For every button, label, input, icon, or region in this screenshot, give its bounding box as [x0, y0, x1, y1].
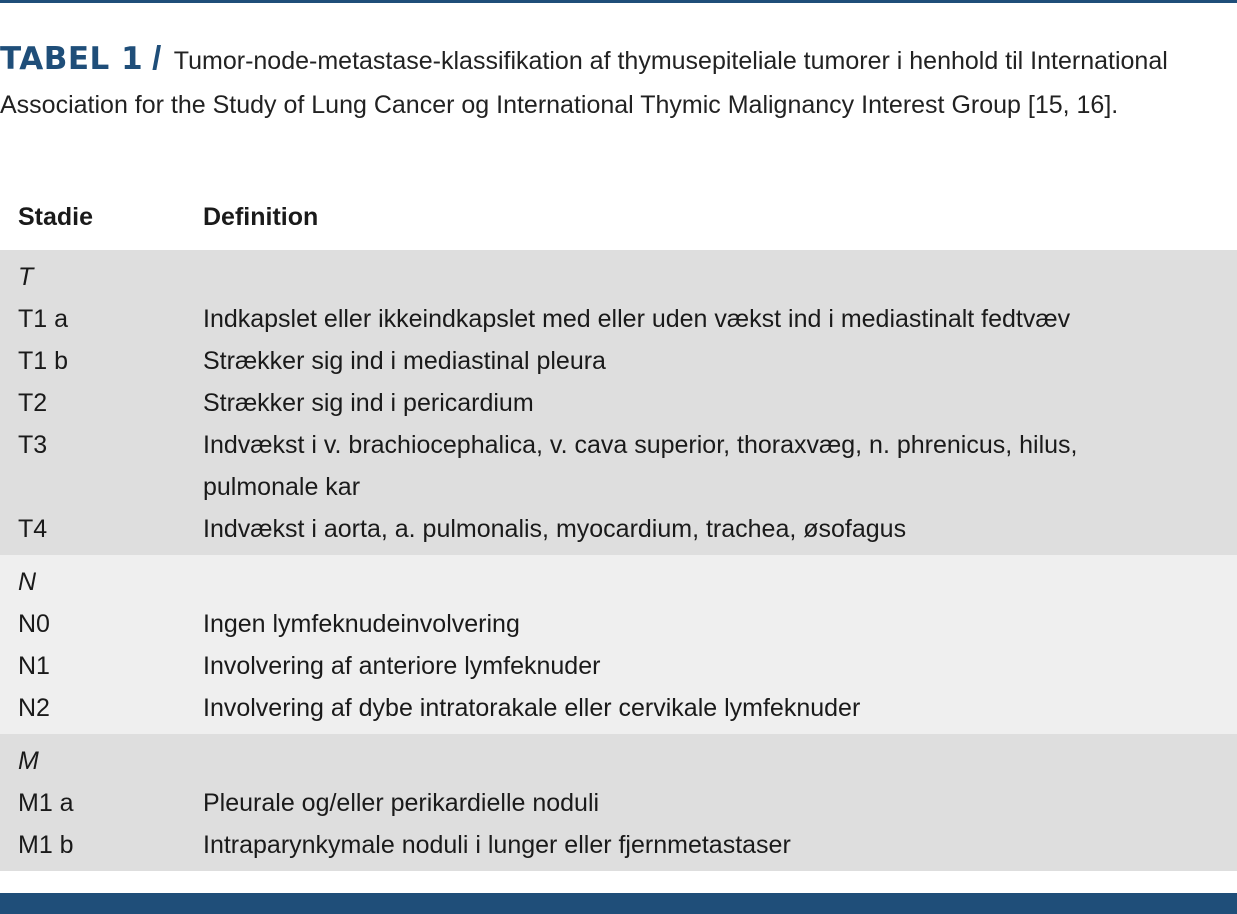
definition-cell: Indkapslet eller ikkeindkapslet med eller uden vækst ind i mediastinalt fedtvæv [203, 305, 1071, 333]
table-row [0, 424, 1237, 508]
bottom-rule [0, 893, 1237, 914]
caption-title: Tumor-node-metastase-klassifikation af thymusepiteliale tumorer i henhold til International Association for the Study of Lung Cancer og International Thymic Malignancy Interest Group [15, 16]. [0, 47, 1168, 119]
group-title: M [18, 747, 39, 775]
definition-cell: Strækker sig ind i mediastinal pleura [203, 347, 606, 375]
definition-cell: Intraparynkymale noduli i lunger eller fjernmetastaser [203, 831, 791, 859]
table-row [0, 340, 1237, 382]
table-row [0, 782, 1237, 824]
table-row [0, 508, 1237, 550]
table-caption [0, 36, 1230, 127]
stage-cell: T3 [18, 431, 48, 459]
group-title: T [18, 263, 34, 291]
tnm-table [0, 190, 1237, 871]
stage-cell: N1 [18, 652, 50, 680]
table-header [0, 190, 1237, 250]
definition-cell: Involvering af anteriore lymfeknuder [203, 652, 601, 680]
stage-cell: N2 [18, 694, 50, 722]
header-definition: Definition [203, 203, 319, 231]
header-stage: Stadie [18, 203, 94, 231]
caption-slash: / [152, 39, 162, 76]
stage-cell: T1 a [18, 305, 69, 333]
top-rule [0, 0, 1237, 3]
group-m [0, 734, 1237, 871]
table-row [0, 645, 1237, 687]
definition-cell: Indvækst i v. brachiocephalica, v. cava superior, thoraxvæg, n. phrenicus, hilus, pulmonale kar [203, 431, 1078, 501]
stage-cell: T1 b [18, 347, 69, 375]
stage-cell: M1 a [18, 789, 74, 817]
table-row [0, 603, 1237, 645]
definition-cell: Indvækst i aorta, a. pulmonalis, myocardium, trachea, øsofagus [203, 515, 907, 543]
stage-cell: T4 [18, 515, 48, 543]
stage-cell: M1 b [18, 831, 74, 859]
group-t [0, 250, 1237, 555]
table-row [0, 298, 1237, 340]
group-title: N [18, 568, 37, 596]
table-row [0, 824, 1237, 866]
group-n [0, 555, 1237, 734]
table-row [0, 687, 1237, 729]
definition-cell: Pleurale og/eller perikardielle noduli [203, 789, 600, 817]
stage-cell: N0 [18, 610, 50, 638]
definition-cell: Involvering af dybe intratorakale eller cervikale lymfeknuder [203, 694, 861, 722]
definition-cell: Ingen lymfeknudeinvolvering [203, 610, 520, 638]
definition-cell: Strækker sig ind i pericardium [203, 389, 534, 417]
table-row [0, 382, 1237, 424]
stage-cell: T2 [18, 389, 48, 417]
caption-label: TABEL 1 [0, 41, 144, 77]
